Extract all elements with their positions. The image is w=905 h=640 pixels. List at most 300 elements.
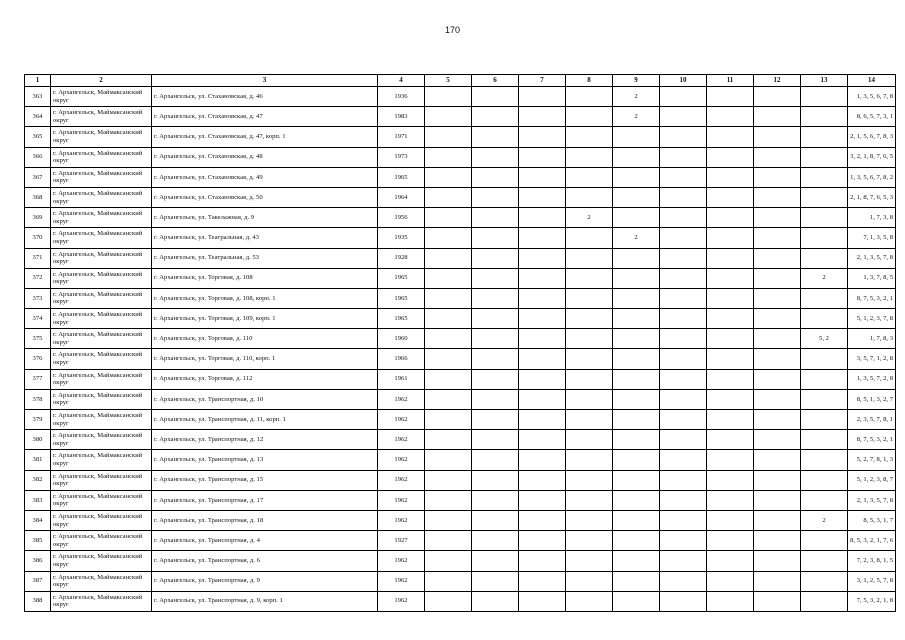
col12-cell — [754, 430, 801, 450]
column-header: 9 — [613, 75, 660, 87]
row-number-cell: 385 — [25, 531, 51, 551]
col13-cell — [801, 167, 848, 187]
col8-cell — [566, 450, 613, 470]
col5-cell — [425, 430, 472, 450]
table-row — [25, 288, 896, 308]
location-cell: г. Архангельск, Маймаксанский округ — [51, 187, 152, 207]
row-number-cell: 380 — [25, 430, 51, 450]
col10-cell — [660, 510, 707, 530]
col10-cell — [660, 147, 707, 167]
col14-cell: 3, 2, 1, 8, 7, 6, 5 — [848, 147, 896, 167]
table-row — [25, 147, 896, 167]
row-number-cell: 383 — [25, 490, 51, 510]
year-cell: 1936 — [378, 87, 425, 107]
col9-cell — [613, 187, 660, 207]
col8-cell — [566, 329, 613, 349]
year-cell: 1962 — [378, 389, 425, 409]
row-number-cell: 371 — [25, 248, 51, 268]
col7-cell — [519, 288, 566, 308]
table-row — [25, 208, 896, 228]
col12-cell — [754, 450, 801, 470]
location-cell: г. Архангельск, Маймаксанский округ — [51, 127, 152, 147]
table-row — [25, 248, 896, 268]
col6-cell — [472, 107, 519, 127]
col12-cell — [754, 349, 801, 369]
location-cell: г. Архангельск, Маймаксанский округ — [51, 268, 152, 288]
col12-cell — [754, 389, 801, 409]
location-cell: г. Архангельск, Маймаксанский округ — [51, 309, 152, 329]
col7-cell — [519, 187, 566, 207]
address-cell: г. Архангельск, ул. Транспортная, д. 9 — [152, 571, 378, 591]
col10-cell — [660, 389, 707, 409]
year-cell: 1964 — [378, 187, 425, 207]
address-cell: г. Архангельск, ул. Торговая, д. 110 — [152, 329, 378, 349]
col7-cell — [519, 490, 566, 510]
col14-cell: 1, 3, 7, 8, 5 — [848, 268, 896, 288]
col13-cell — [801, 531, 848, 551]
col10-cell — [660, 470, 707, 490]
address-cell: г. Архангельск, ул. Транспортная, д. 9, корп. 1 — [152, 591, 378, 611]
col14-cell: 2, 1, 5, 6, 7, 8, 3 — [848, 127, 896, 147]
col13-cell — [801, 309, 848, 329]
year-cell: 1962 — [378, 591, 425, 611]
col6-cell — [472, 167, 519, 187]
location-cell: г. Архангельск, Маймаксанский округ — [51, 430, 152, 450]
col8-cell — [566, 531, 613, 551]
col11-cell — [707, 87, 754, 107]
year-cell: 1962 — [378, 430, 425, 450]
col5-cell — [425, 349, 472, 369]
col13-cell — [801, 571, 848, 591]
col14-cell: 8, 5, 3, 1, 7 — [848, 510, 896, 530]
col14-cell: 3, 1, 2, 5, 7, 8 — [848, 571, 896, 591]
row-number-cell: 387 — [25, 571, 51, 591]
row-number-cell: 372 — [25, 268, 51, 288]
address-cell: г. Архангельск, ул. Транспортная, д. 4 — [152, 531, 378, 551]
col10-cell — [660, 127, 707, 147]
col10-cell — [660, 490, 707, 510]
year-cell: 1956 — [378, 208, 425, 228]
col8-cell — [566, 127, 613, 147]
col7-cell — [519, 450, 566, 470]
col8-cell — [566, 490, 613, 510]
col6-cell — [472, 349, 519, 369]
year-cell: 1927 — [378, 531, 425, 551]
col14-cell: 1, 3, 5, 7, 2, 8 — [848, 369, 896, 389]
col9-cell — [613, 470, 660, 490]
col11-cell — [707, 410, 754, 430]
col6-cell — [472, 470, 519, 490]
table-row — [25, 490, 896, 510]
row-number-cell: 382 — [25, 470, 51, 490]
col9-cell — [613, 571, 660, 591]
col13-cell — [801, 450, 848, 470]
col9-cell — [613, 490, 660, 510]
address-cell: г. Архангельск, ул. Стахановская, д. 46 — [152, 87, 378, 107]
col13-cell: 5, 2 — [801, 329, 848, 349]
col8-cell — [566, 410, 613, 430]
address-cell: г. Архангельск, ул. Торговая, д. 112 — [152, 369, 378, 389]
col13-cell — [801, 470, 848, 490]
col14-cell: 7, 2, 3, 8, 1, 5 — [848, 551, 896, 571]
col13-cell — [801, 369, 848, 389]
col12-cell — [754, 268, 801, 288]
year-cell: 1935 — [378, 228, 425, 248]
col14-cell: 7, 5, 3, 2, 1, 8 — [848, 591, 896, 611]
col6-cell — [472, 591, 519, 611]
col9-cell: 2 — [613, 107, 660, 127]
row-number-cell: 366 — [25, 147, 51, 167]
col9-cell — [613, 591, 660, 611]
location-cell: г. Архангельск, Маймаксанский округ — [51, 450, 152, 470]
col9-cell — [613, 389, 660, 409]
col8-cell — [566, 228, 613, 248]
col9-cell — [613, 369, 660, 389]
address-cell: г. Архангельск, ул. Стахановская, д. 49 — [152, 167, 378, 187]
address-cell: г. Архангельск, ул. Торговая, д. 108 — [152, 268, 378, 288]
table-row — [25, 87, 896, 107]
row-number-cell: 376 — [25, 349, 51, 369]
col6-cell — [472, 228, 519, 248]
col7-cell — [519, 208, 566, 228]
table-row — [25, 430, 896, 450]
col9-cell: 2 — [613, 228, 660, 248]
address-cell: г. Архангельск, ул. Стахановская, д. 47, корп. 1 — [152, 127, 378, 147]
col12-cell — [754, 369, 801, 389]
col13-cell — [801, 551, 848, 571]
col10-cell — [660, 248, 707, 268]
year-cell: 1965 — [378, 167, 425, 187]
col11-cell — [707, 551, 754, 571]
col6-cell — [472, 309, 519, 329]
col9-cell — [613, 147, 660, 167]
year-cell: 1965 — [378, 268, 425, 288]
year-cell: 1962 — [378, 510, 425, 530]
col7-cell — [519, 329, 566, 349]
col9-cell — [613, 349, 660, 369]
col6-cell — [472, 248, 519, 268]
col9-cell — [613, 268, 660, 288]
table-row — [25, 349, 896, 369]
address-cell: г. Архангельск, ул. Театральная, д. 53 — [152, 248, 378, 268]
table-row — [25, 450, 896, 470]
col8-cell — [566, 349, 613, 369]
column-header: 6 — [472, 75, 519, 87]
col6-cell — [472, 187, 519, 207]
col10-cell — [660, 329, 707, 349]
table-row — [25, 127, 896, 147]
col8-cell — [566, 167, 613, 187]
col12-cell — [754, 329, 801, 349]
location-cell: г. Архангельск, Маймаксанский округ — [51, 389, 152, 409]
table-row — [25, 510, 896, 530]
location-cell: г. Архангельск, Маймаксанский округ — [51, 107, 152, 127]
row-number-cell: 379 — [25, 410, 51, 430]
col5-cell — [425, 208, 472, 228]
location-cell: г. Архангельск, Маймаксанский округ — [51, 329, 152, 349]
col14-cell: 5, 1, 2, 3, 7, 8 — [848, 309, 896, 329]
col6-cell — [472, 531, 519, 551]
col14-cell: 1, 7, 8, 3 — [848, 329, 896, 349]
location-cell: г. Архангельск, Маймаксанский округ — [51, 490, 152, 510]
col10-cell — [660, 369, 707, 389]
col7-cell — [519, 268, 566, 288]
col14-cell: 8, 6, 5, 7, 3, 1 — [848, 107, 896, 127]
col11-cell — [707, 389, 754, 409]
address-cell: г. Архангельск, ул. Такелажная, д. 9 — [152, 208, 378, 228]
address-cell: г. Архангельск, ул. Транспортная, д. 10 — [152, 389, 378, 409]
col11-cell — [707, 450, 754, 470]
row-number-cell: 367 — [25, 167, 51, 187]
col12-cell — [754, 187, 801, 207]
col14-cell: 1, 7, 3, 8 — [848, 208, 896, 228]
col10-cell — [660, 87, 707, 107]
col7-cell — [519, 430, 566, 450]
col7-cell — [519, 410, 566, 430]
col12-cell — [754, 87, 801, 107]
col10-cell — [660, 309, 707, 329]
col13-cell — [801, 591, 848, 611]
col11-cell — [707, 127, 754, 147]
col14-cell: 8, 7, 5, 3, 2, 1 — [848, 288, 896, 308]
col13-cell — [801, 147, 848, 167]
col12-cell — [754, 127, 801, 147]
col7-cell — [519, 248, 566, 268]
table-row — [25, 369, 896, 389]
year-cell: 1962 — [378, 551, 425, 571]
col6-cell — [472, 389, 519, 409]
row-number-cell: 377 — [25, 369, 51, 389]
col14-cell: 7, 1, 3, 5, 8 — [848, 228, 896, 248]
col7-cell — [519, 349, 566, 369]
col13-cell — [801, 430, 848, 450]
col14-cell: 5, 2, 7, 8, 1, 3 — [848, 450, 896, 470]
col10-cell — [660, 410, 707, 430]
col11-cell — [707, 268, 754, 288]
col5-cell — [425, 127, 472, 147]
col11-cell — [707, 147, 754, 167]
col10-cell — [660, 208, 707, 228]
col11-cell — [707, 248, 754, 268]
table-row — [25, 268, 896, 288]
col12-cell — [754, 107, 801, 127]
col5-cell — [425, 510, 472, 530]
col6-cell — [472, 430, 519, 450]
col7-cell — [519, 147, 566, 167]
address-cell: г. Архангельск, ул. Транспортная, д. 6 — [152, 551, 378, 571]
col6-cell — [472, 571, 519, 591]
col13-cell — [801, 248, 848, 268]
col9-cell — [613, 208, 660, 228]
column-header: 4 — [378, 75, 425, 87]
col11-cell — [707, 430, 754, 450]
col5-cell — [425, 531, 472, 551]
col10-cell — [660, 288, 707, 308]
col5-cell — [425, 490, 472, 510]
row-number-cell: 368 — [25, 187, 51, 207]
col13-cell — [801, 228, 848, 248]
table-body — [25, 87, 896, 612]
col11-cell — [707, 470, 754, 490]
column-header: 8 — [566, 75, 613, 87]
row-number-cell: 374 — [25, 309, 51, 329]
col5-cell — [425, 147, 472, 167]
col5-cell — [425, 329, 472, 349]
col13-cell — [801, 208, 848, 228]
col14-cell: 5, 1, 2, 3, 8, 7 — [848, 470, 896, 490]
col5-cell — [425, 571, 472, 591]
col9-cell — [613, 510, 660, 530]
col6-cell — [472, 329, 519, 349]
col11-cell — [707, 349, 754, 369]
address-cell: г. Архангельск, ул. Торговая, д. 109, корп. 1 — [152, 309, 378, 329]
table-row — [25, 228, 896, 248]
location-cell: г. Архангельск, Маймаксанский округ — [51, 510, 152, 530]
table-row — [25, 329, 896, 349]
col8-cell — [566, 248, 613, 268]
column-header: 10 — [660, 75, 707, 87]
col9-cell — [613, 531, 660, 551]
col10-cell — [660, 349, 707, 369]
col12-cell — [754, 248, 801, 268]
row-number-cell: 369 — [25, 208, 51, 228]
page-number: 170 — [444, 25, 461, 35]
col5-cell — [425, 248, 472, 268]
year-cell: 1962 — [378, 490, 425, 510]
year-cell: 1928 — [378, 248, 425, 268]
col5-cell — [425, 107, 472, 127]
col7-cell — [519, 167, 566, 187]
col10-cell — [660, 571, 707, 591]
col7-cell — [519, 571, 566, 591]
housing-register-table — [24, 74, 896, 612]
col14-cell: 2, 1, 8, 7, 6, 5, 3 — [848, 187, 896, 207]
col6-cell — [472, 208, 519, 228]
col5-cell — [425, 228, 472, 248]
col9-cell — [613, 309, 660, 329]
col12-cell — [754, 551, 801, 571]
table-row — [25, 187, 896, 207]
col7-cell — [519, 389, 566, 409]
col10-cell — [660, 591, 707, 611]
col5-cell — [425, 470, 472, 490]
col8-cell — [566, 268, 613, 288]
col11-cell — [707, 510, 754, 530]
table-row — [25, 410, 896, 430]
col7-cell — [519, 531, 566, 551]
address-cell: г. Архангельск, ул. Транспортная, д. 12 — [152, 430, 378, 450]
col8-cell — [566, 591, 613, 611]
col9-cell: 2 — [613, 87, 660, 107]
year-cell: 1962 — [378, 470, 425, 490]
col9-cell — [613, 410, 660, 430]
col8-cell: 2 — [566, 208, 613, 228]
address-cell: г. Архангельск, ул. Стахановская, д. 48 — [152, 147, 378, 167]
col10-cell — [660, 430, 707, 450]
table-row — [25, 167, 896, 187]
col7-cell — [519, 510, 566, 530]
table-row — [25, 107, 896, 127]
address-cell: г. Архангельск, ул. Торговая, д. 110, корп. 1 — [152, 349, 378, 369]
col12-cell — [754, 288, 801, 308]
col14-cell: 3, 5, 7, 1, 2, 8 — [848, 349, 896, 369]
col5-cell — [425, 187, 472, 207]
location-cell: г. Архангельск, Маймаксанский округ — [51, 349, 152, 369]
col10-cell — [660, 551, 707, 571]
col11-cell — [707, 309, 754, 329]
col14-cell: 8, 5, 1, 3, 2, 7 — [848, 389, 896, 409]
address-cell: г. Архангельск, ул. Транспортная, д. 17 — [152, 490, 378, 510]
year-cell: 1962 — [378, 410, 425, 430]
col6-cell — [472, 288, 519, 308]
col6-cell — [472, 147, 519, 167]
row-number-cell: 378 — [25, 389, 51, 409]
col14-cell: 1, 3, 5, 6, 7, 8 — [848, 87, 896, 107]
col12-cell — [754, 510, 801, 530]
location-cell: г. Архангельск, Маймаксанский округ — [51, 147, 152, 167]
column-header: 7 — [519, 75, 566, 87]
col7-cell — [519, 470, 566, 490]
col11-cell — [707, 490, 754, 510]
header-row — [25, 75, 896, 87]
address-cell: г. Архангельск, ул. Транспортная, д. 18 — [152, 510, 378, 530]
location-cell: г. Архангельск, Маймаксанский округ — [51, 228, 152, 248]
col12-cell — [754, 470, 801, 490]
col13-cell — [801, 288, 848, 308]
row-number-cell: 363 — [25, 87, 51, 107]
column-header: 2 — [51, 75, 152, 87]
column-header: 11 — [707, 75, 754, 87]
location-cell: г. Архангельск, Маймаксанский округ — [51, 470, 152, 490]
col10-cell — [660, 531, 707, 551]
address-cell: г. Архангельск, ул. Транспортная, д. 11, корп. 1 — [152, 410, 378, 430]
year-cell: 1971 — [378, 127, 425, 147]
col5-cell — [425, 410, 472, 430]
row-number-cell: 370 — [25, 228, 51, 248]
col12-cell — [754, 228, 801, 248]
table-row — [25, 551, 896, 571]
col8-cell — [566, 369, 613, 389]
col11-cell — [707, 288, 754, 308]
col9-cell — [613, 551, 660, 571]
col13-cell — [801, 187, 848, 207]
column-header: 1 — [25, 75, 51, 87]
location-cell: г. Архангельск, Маймаксанский округ — [51, 369, 152, 389]
col11-cell — [707, 187, 754, 207]
address-cell: г. Архангельск, ул. Транспортная, д. 13 — [152, 450, 378, 470]
table-row — [25, 389, 896, 409]
col9-cell — [613, 450, 660, 470]
column-header: 12 — [754, 75, 801, 87]
address-cell: г. Архангельск, ул. Стахановская, д. 47 — [152, 107, 378, 127]
col12-cell — [754, 309, 801, 329]
year-cell: 1962 — [378, 571, 425, 591]
col8-cell — [566, 288, 613, 308]
col7-cell — [519, 551, 566, 571]
row-number-cell: 364 — [25, 107, 51, 127]
table-row — [25, 309, 896, 329]
col8-cell — [566, 147, 613, 167]
column-header: 14 — [848, 75, 896, 87]
row-number-cell: 384 — [25, 510, 51, 530]
col9-cell — [613, 248, 660, 268]
year-cell: 1965 — [378, 288, 425, 308]
year-cell: 1965 — [378, 309, 425, 329]
column-header: 5 — [425, 75, 472, 87]
col6-cell — [472, 490, 519, 510]
col13-cell — [801, 389, 848, 409]
column-header: 3 — [152, 75, 378, 87]
